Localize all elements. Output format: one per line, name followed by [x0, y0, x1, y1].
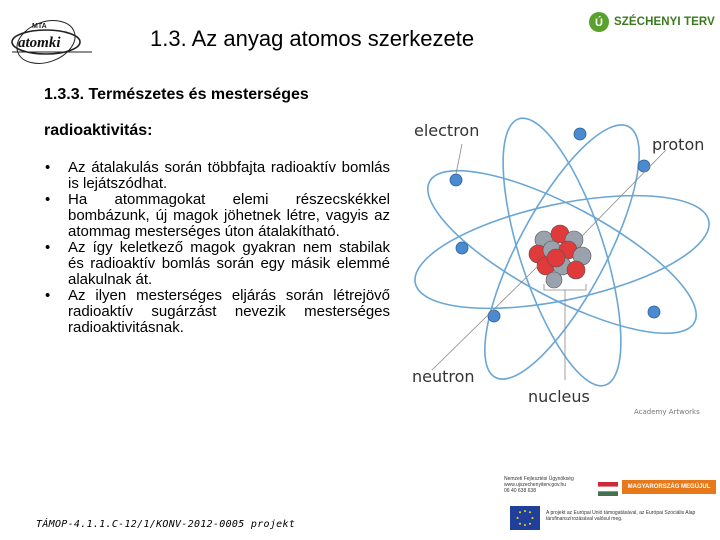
- electron-dot: [648, 306, 660, 318]
- electron-dot: [638, 160, 650, 172]
- logo-atomki-text: atomki: [18, 35, 61, 51]
- electron-label: electron: [414, 121, 480, 140]
- nucleus-cluster: [529, 225, 591, 288]
- eu-flag-icon: [510, 506, 540, 530]
- eu-funding-text: A projekt az Európai Unió támogatásával, az Európai Szociális Alap társfinanszírozásával valósul meg.: [546, 510, 696, 522]
- bullet-item: • Ha atommagokat elemi részecskékkel bombázunk, új magok jöhetnek létre, vagyis az atommag mesterséges úton átalakítható.: [44, 192, 390, 240]
- szechenyi-logo-text: SZÉCHENYI TERV: [614, 16, 715, 28]
- hungarian-flag-icon: [598, 482, 618, 496]
- subtitle-line-2: radioaktivitás:: [44, 122, 153, 139]
- svg-text:Ú: Ú: [595, 17, 603, 29]
- logo-mta-text: MTA: [32, 23, 47, 30]
- proton-label: proton: [652, 135, 705, 154]
- diagram-credit: Academy Artworks: [634, 408, 700, 416]
- electron-dot: [574, 128, 586, 140]
- subtitle-line-1: 1.3.3. Természetes és mesterséges: [44, 86, 309, 103]
- atom-diagram: [404, 116, 716, 420]
- nucleus-label: nucleus: [528, 387, 590, 406]
- project-id: TÁMOP-4.1.1.C-12/1/KONV-2012-0005 projekt: [36, 519, 296, 530]
- bullet-list: [44, 160, 390, 336]
- bullet-item: • Az ilyen mesterséges eljárás során létrejövő radioaktív sugárzást nevezik mesterséges radioaktivitásnak.: [44, 288, 390, 336]
- electron-dot: [450, 174, 462, 186]
- bullet-item: • Az átalakulás során többfajta radioaktív bomlás is lejátszódhat.: [44, 160, 390, 192]
- szechenyi-logo: [588, 10, 715, 34]
- funding-block: [498, 474, 716, 536]
- hungary-renews-badge: MAGYARORSZÁG MEGÚJUL: [622, 480, 716, 494]
- page-title: 1.3. Az anyag atomos szerkezete: [150, 26, 475, 51]
- atomki-logo: [8, 8, 100, 68]
- bullet-item: • Az így keletkező magok gyakran nem stabilak és radioaktív bomlás során egy másik elemmé alakulnak át.: [44, 240, 390, 288]
- neutron-label: neutron: [412, 367, 475, 386]
- electron-dot: [456, 242, 468, 254]
- szechenyi-leaf-icon: [588, 11, 610, 33]
- gov-agency-text: Nemzeti Fejlesztési Ügynökség www.ujszechenyiterv.gov.hu 06 40 638 638: [504, 476, 574, 494]
- electron-dot: [488, 310, 500, 322]
